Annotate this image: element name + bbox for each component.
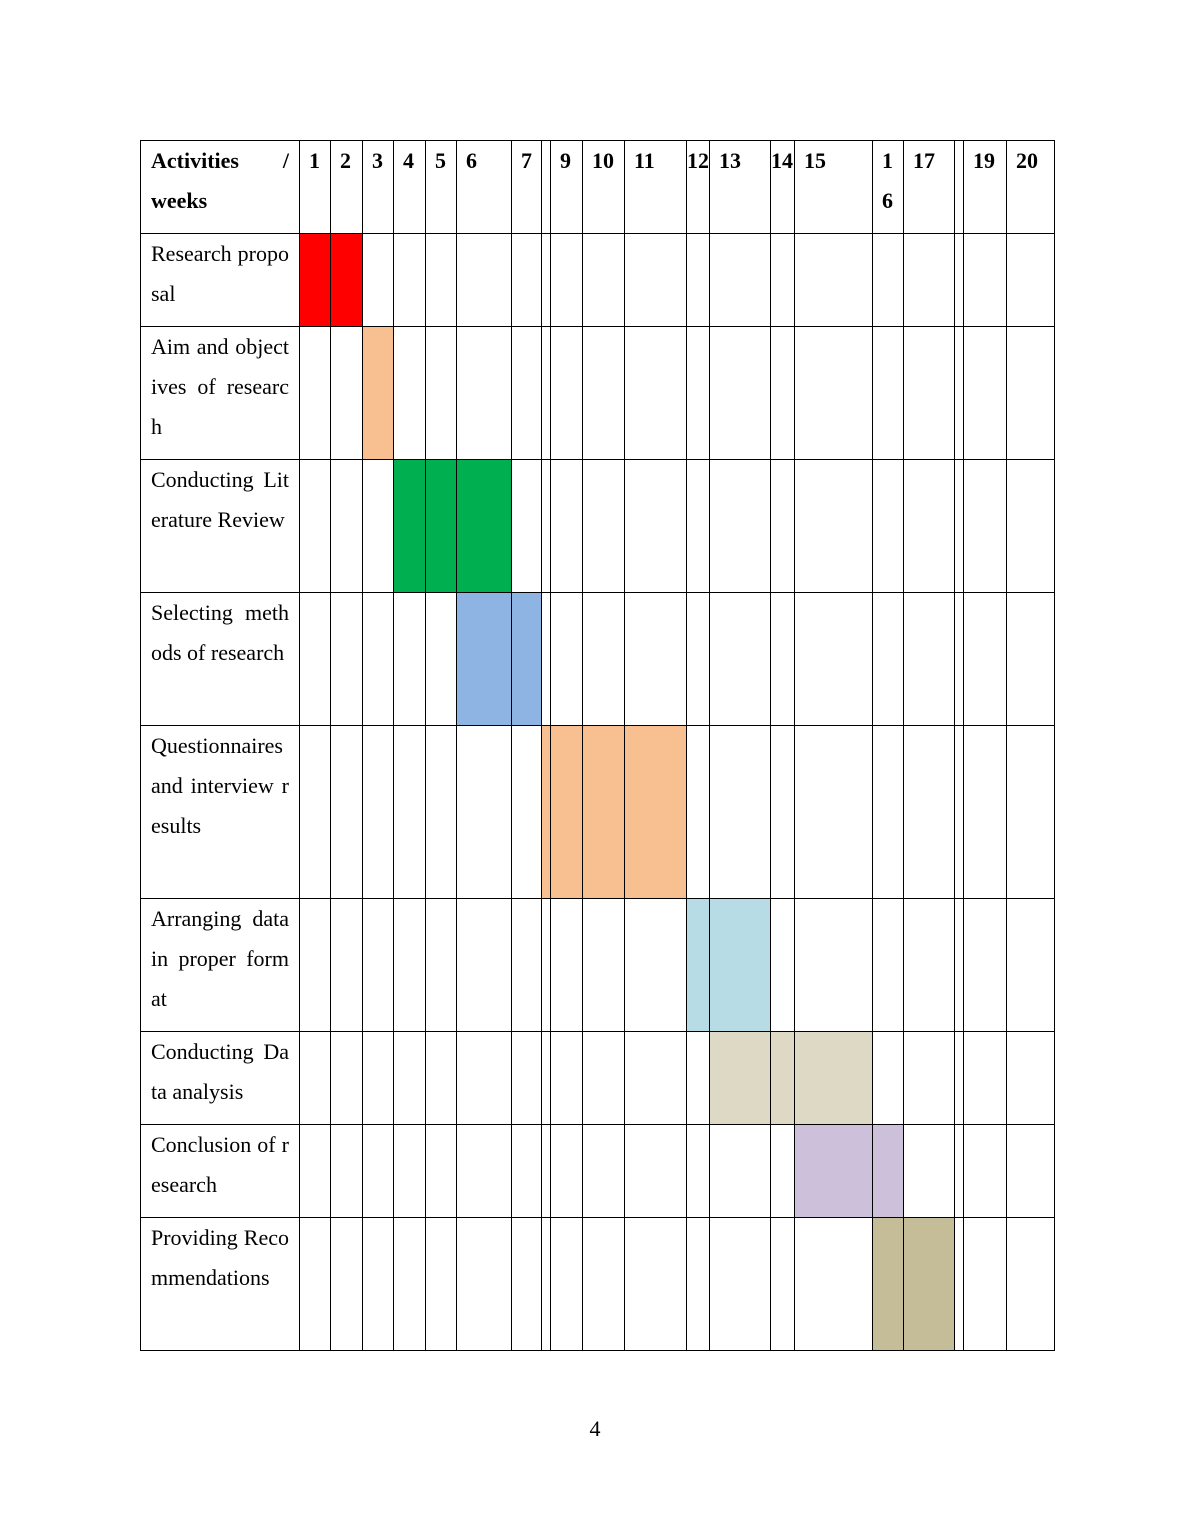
empty-week-cell — [873, 1032, 904, 1125]
empty-week-cell — [687, 1218, 710, 1351]
empty-week-cell — [331, 460, 363, 593]
empty-week-cell — [331, 327, 363, 460]
empty-week-cell — [331, 593, 363, 726]
empty-week-cell — [300, 1125, 331, 1218]
empty-week-cell — [394, 593, 426, 726]
empty-week-cell — [363, 726, 394, 899]
empty-week-cell — [710, 726, 771, 899]
empty-week-cell — [710, 327, 771, 460]
empty-week-cell — [542, 899, 551, 1032]
empty-week-cell — [583, 1218, 625, 1351]
empty-week-cell — [904, 593, 955, 726]
empty-week-cell — [363, 899, 394, 1032]
activity-row — [141, 1032, 1055, 1125]
gantt-bar-cell — [551, 726, 583, 899]
empty-week-cell — [551, 327, 583, 460]
empty-week-cell — [710, 234, 771, 327]
empty-week-cell — [583, 1125, 625, 1218]
empty-week-cell — [795, 1218, 873, 1351]
empty-week-cell — [457, 1032, 512, 1125]
empty-week-cell — [964, 1032, 1007, 1125]
empty-week-cell — [300, 726, 331, 899]
activity-label-text: Research proposal — [151, 241, 289, 306]
header-row — [141, 141, 1055, 234]
empty-week-cell — [457, 327, 512, 460]
activity-label — [141, 726, 300, 899]
gantt-bar-cell — [710, 899, 771, 1032]
gantt-bar-cell — [873, 1125, 904, 1218]
empty-week-cell — [300, 1218, 331, 1351]
gantt-bar-cell — [795, 1125, 873, 1218]
empty-week-cell — [955, 1125, 964, 1218]
activity-label-text: Selecting methods of research — [151, 600, 289, 665]
empty-week-cell — [363, 1125, 394, 1218]
empty-week-cell — [394, 327, 426, 460]
week-header-5: 5 — [426, 141, 457, 234]
gantt-bar-cell — [300, 234, 331, 327]
empty-week-cell — [300, 1032, 331, 1125]
empty-week-cell — [583, 460, 625, 593]
activity-label — [141, 899, 300, 1032]
empty-week-cell — [687, 593, 710, 726]
gantt-bar-cell — [710, 1032, 771, 1125]
empty-week-cell — [426, 327, 457, 460]
empty-week-cell — [512, 1125, 542, 1218]
empty-week-cell — [331, 726, 363, 899]
week-header-11: 11 — [625, 141, 687, 234]
week-header-10: 10 — [583, 141, 625, 234]
empty-week-cell — [687, 1032, 710, 1125]
empty-week-cell — [551, 460, 583, 593]
empty-week-cell — [551, 899, 583, 1032]
empty-week-cell — [363, 1218, 394, 1351]
empty-week-cell — [363, 1032, 394, 1125]
empty-week-cell — [795, 726, 873, 899]
empty-week-cell — [955, 1032, 964, 1125]
empty-week-cell — [394, 1032, 426, 1125]
empty-week-cell — [687, 234, 710, 327]
empty-week-cell — [955, 593, 964, 726]
activity-label-text: Providing Recommendations — [151, 1225, 289, 1290]
empty-week-cell — [583, 899, 625, 1032]
gantt-bar-cell — [363, 327, 394, 460]
empty-week-cell — [331, 1125, 363, 1218]
empty-week-cell — [955, 327, 964, 460]
gantt-bar-cell — [457, 460, 512, 593]
page-number: 4 — [589, 1416, 601, 1441]
empty-week-cell — [955, 1218, 964, 1351]
gantt-bar-cell — [771, 1032, 795, 1125]
empty-week-cell — [363, 460, 394, 593]
empty-week-cell — [394, 726, 426, 899]
empty-week-cell — [512, 460, 542, 593]
empty-week-cell — [542, 1032, 551, 1125]
empty-week-cell — [687, 726, 710, 899]
empty-week-cell — [771, 460, 795, 593]
empty-week-cell — [795, 327, 873, 460]
activity-label — [141, 460, 300, 593]
empty-week-cell — [904, 234, 955, 327]
activity-label-text: Conclusion of research — [151, 1132, 289, 1197]
empty-week-cell — [583, 234, 625, 327]
empty-week-cell — [331, 1218, 363, 1351]
empty-week-cell — [955, 899, 964, 1032]
empty-week-cell — [457, 899, 512, 1032]
empty-week-cell — [363, 593, 394, 726]
empty-week-cell — [964, 327, 1007, 460]
empty-week-cell — [426, 899, 457, 1032]
empty-week-cell — [625, 234, 687, 327]
week-header-15: 15 — [795, 141, 873, 234]
empty-week-cell — [542, 1125, 551, 1218]
activity-label-text: Conducting Data analysis — [151, 1039, 289, 1104]
gantt-bar-cell — [625, 726, 687, 899]
activity-label — [141, 1032, 300, 1125]
week-header-20: 20 — [1007, 141, 1055, 234]
empty-week-cell — [363, 234, 394, 327]
empty-week-cell — [710, 1218, 771, 1351]
empty-week-cell — [955, 234, 964, 327]
empty-week-cell — [1007, 593, 1055, 726]
empty-week-cell — [457, 726, 512, 899]
week-header-14: 14 — [771, 141, 795, 234]
activity-row — [141, 1125, 1055, 1218]
empty-week-cell — [710, 1125, 771, 1218]
empty-week-cell — [795, 593, 873, 726]
empty-week-cell — [964, 460, 1007, 593]
week-header-12: 12 — [687, 141, 710, 234]
empty-week-cell — [904, 1032, 955, 1125]
empty-week-cell — [542, 1218, 551, 1351]
empty-week-cell — [1007, 234, 1055, 327]
empty-week-cell — [625, 593, 687, 726]
empty-week-cell — [300, 327, 331, 460]
empty-week-cell — [771, 593, 795, 726]
empty-week-cell — [394, 1218, 426, 1351]
empty-week-cell — [542, 327, 551, 460]
gantt-bar-cell — [512, 593, 542, 726]
gantt-bar-cell — [426, 460, 457, 593]
empty-week-cell — [625, 1218, 687, 1351]
empty-week-cell — [964, 899, 1007, 1032]
week-header-3: 3 — [363, 141, 394, 234]
empty-week-cell — [457, 234, 512, 327]
empty-week-cell — [551, 1125, 583, 1218]
gantt-bar-cell — [583, 726, 625, 899]
empty-week-cell — [964, 1125, 1007, 1218]
empty-week-cell — [512, 234, 542, 327]
empty-week-cell — [394, 1125, 426, 1218]
empty-week-cell — [457, 1125, 512, 1218]
empty-week-cell — [300, 460, 331, 593]
empty-week-cell — [1007, 460, 1055, 593]
gantt-chart-table — [140, 140, 1055, 1351]
activity-row — [141, 327, 1055, 460]
empty-week-cell — [512, 726, 542, 899]
empty-week-cell — [687, 1125, 710, 1218]
empty-week-cell — [710, 593, 771, 726]
empty-week-cell — [512, 1032, 542, 1125]
empty-week-cell — [512, 899, 542, 1032]
empty-week-cell — [394, 234, 426, 327]
activity-row — [141, 899, 1055, 1032]
empty-week-cell — [873, 234, 904, 327]
empty-week-cell — [457, 1218, 512, 1351]
activity-row — [141, 1218, 1055, 1351]
empty-week-cell — [771, 1125, 795, 1218]
gantt-bar-cell — [331, 234, 363, 327]
empty-week-cell — [771, 899, 795, 1032]
activity-label-text: Questionnaires and interview results — [151, 733, 289, 838]
empty-week-cell — [771, 234, 795, 327]
week-header-13: 13 — [710, 141, 771, 234]
empty-week-cell — [964, 1218, 1007, 1351]
empty-week-cell — [873, 327, 904, 460]
week-header-1: 1 — [300, 141, 331, 234]
empty-week-cell — [331, 899, 363, 1032]
empty-week-cell — [300, 593, 331, 726]
empty-week-cell — [551, 593, 583, 726]
empty-week-cell — [426, 1218, 457, 1351]
activity-label — [141, 593, 300, 726]
activity-label-text: Conducting Literature Review — [151, 467, 289, 532]
week-header-9: 9 — [551, 141, 583, 234]
empty-week-cell — [964, 234, 1007, 327]
activity-label-text: Aim and objectives of research — [151, 334, 289, 439]
week-header-8 — [542, 141, 551, 234]
empty-week-cell — [551, 1032, 583, 1125]
activity-row — [141, 460, 1055, 593]
empty-week-cell — [583, 327, 625, 460]
empty-week-cell — [687, 460, 710, 593]
activity-row — [141, 234, 1055, 327]
week-header-7: 7 — [512, 141, 542, 234]
empty-week-cell — [625, 899, 687, 1032]
activities-weeks-header: Activities / weeks — [141, 141, 300, 234]
empty-week-cell — [542, 234, 551, 327]
activity-label — [141, 327, 300, 460]
empty-week-cell — [625, 327, 687, 460]
empty-week-cell — [426, 593, 457, 726]
empty-week-cell — [955, 460, 964, 593]
gantt-bar-cell — [795, 1032, 873, 1125]
empty-week-cell — [426, 726, 457, 899]
empty-week-cell — [795, 460, 873, 593]
empty-week-cell — [426, 234, 457, 327]
empty-week-cell — [687, 327, 710, 460]
week-header-16: 16 — [873, 141, 904, 234]
week-header-17: 17 — [904, 141, 955, 234]
empty-week-cell — [426, 1032, 457, 1125]
empty-week-cell — [625, 1125, 687, 1218]
empty-week-cell — [542, 460, 551, 593]
week-header-18 — [955, 141, 964, 234]
empty-week-cell — [771, 327, 795, 460]
empty-week-cell — [771, 726, 795, 899]
empty-week-cell — [1007, 899, 1055, 1032]
empty-week-cell — [964, 593, 1007, 726]
empty-week-cell — [904, 1125, 955, 1218]
empty-week-cell — [904, 460, 955, 593]
empty-week-cell — [873, 593, 904, 726]
activity-label — [141, 234, 300, 327]
empty-week-cell — [955, 726, 964, 899]
week-header-19: 19 — [964, 141, 1007, 234]
empty-week-cell — [551, 1218, 583, 1351]
empty-week-cell — [583, 593, 625, 726]
activity-label — [141, 1125, 300, 1218]
empty-week-cell — [1007, 1032, 1055, 1125]
gantt-bar-cell — [457, 593, 512, 726]
empty-week-cell — [583, 1032, 625, 1125]
activity-label-text: Arranging data in proper format — [151, 906, 289, 1011]
empty-week-cell — [904, 899, 955, 1032]
week-header-4: 4 — [394, 141, 426, 234]
gantt-bar-cell — [904, 1218, 955, 1351]
activity-row — [141, 593, 1055, 726]
empty-week-cell — [873, 899, 904, 1032]
activity-row — [141, 726, 1055, 899]
empty-week-cell — [904, 726, 955, 899]
empty-week-cell — [542, 593, 551, 726]
empty-week-cell — [625, 1032, 687, 1125]
empty-week-cell — [551, 234, 583, 327]
empty-week-cell — [795, 899, 873, 1032]
gantt-bar-cell — [394, 460, 426, 593]
gantt-bar-cell — [873, 1218, 904, 1351]
gantt-bar-cell — [542, 726, 551, 899]
empty-week-cell — [904, 327, 955, 460]
empty-week-cell — [1007, 726, 1055, 899]
empty-week-cell — [512, 327, 542, 460]
week-header-2: 2 — [331, 141, 363, 234]
empty-week-cell — [331, 1032, 363, 1125]
empty-week-cell — [512, 1218, 542, 1351]
empty-week-cell — [426, 1125, 457, 1218]
empty-week-cell — [710, 460, 771, 593]
empty-week-cell — [1007, 1218, 1055, 1351]
activity-label — [141, 1218, 300, 1351]
empty-week-cell — [771, 1218, 795, 1351]
empty-week-cell — [625, 460, 687, 593]
empty-week-cell — [1007, 1125, 1055, 1218]
empty-week-cell — [873, 460, 904, 593]
gantt-bar-cell — [687, 899, 710, 1032]
empty-week-cell — [795, 234, 873, 327]
empty-week-cell — [1007, 327, 1055, 460]
empty-week-cell — [394, 899, 426, 1032]
empty-week-cell — [300, 899, 331, 1032]
empty-week-cell — [873, 726, 904, 899]
week-header-6: 6 — [457, 141, 512, 234]
empty-week-cell — [964, 726, 1007, 899]
